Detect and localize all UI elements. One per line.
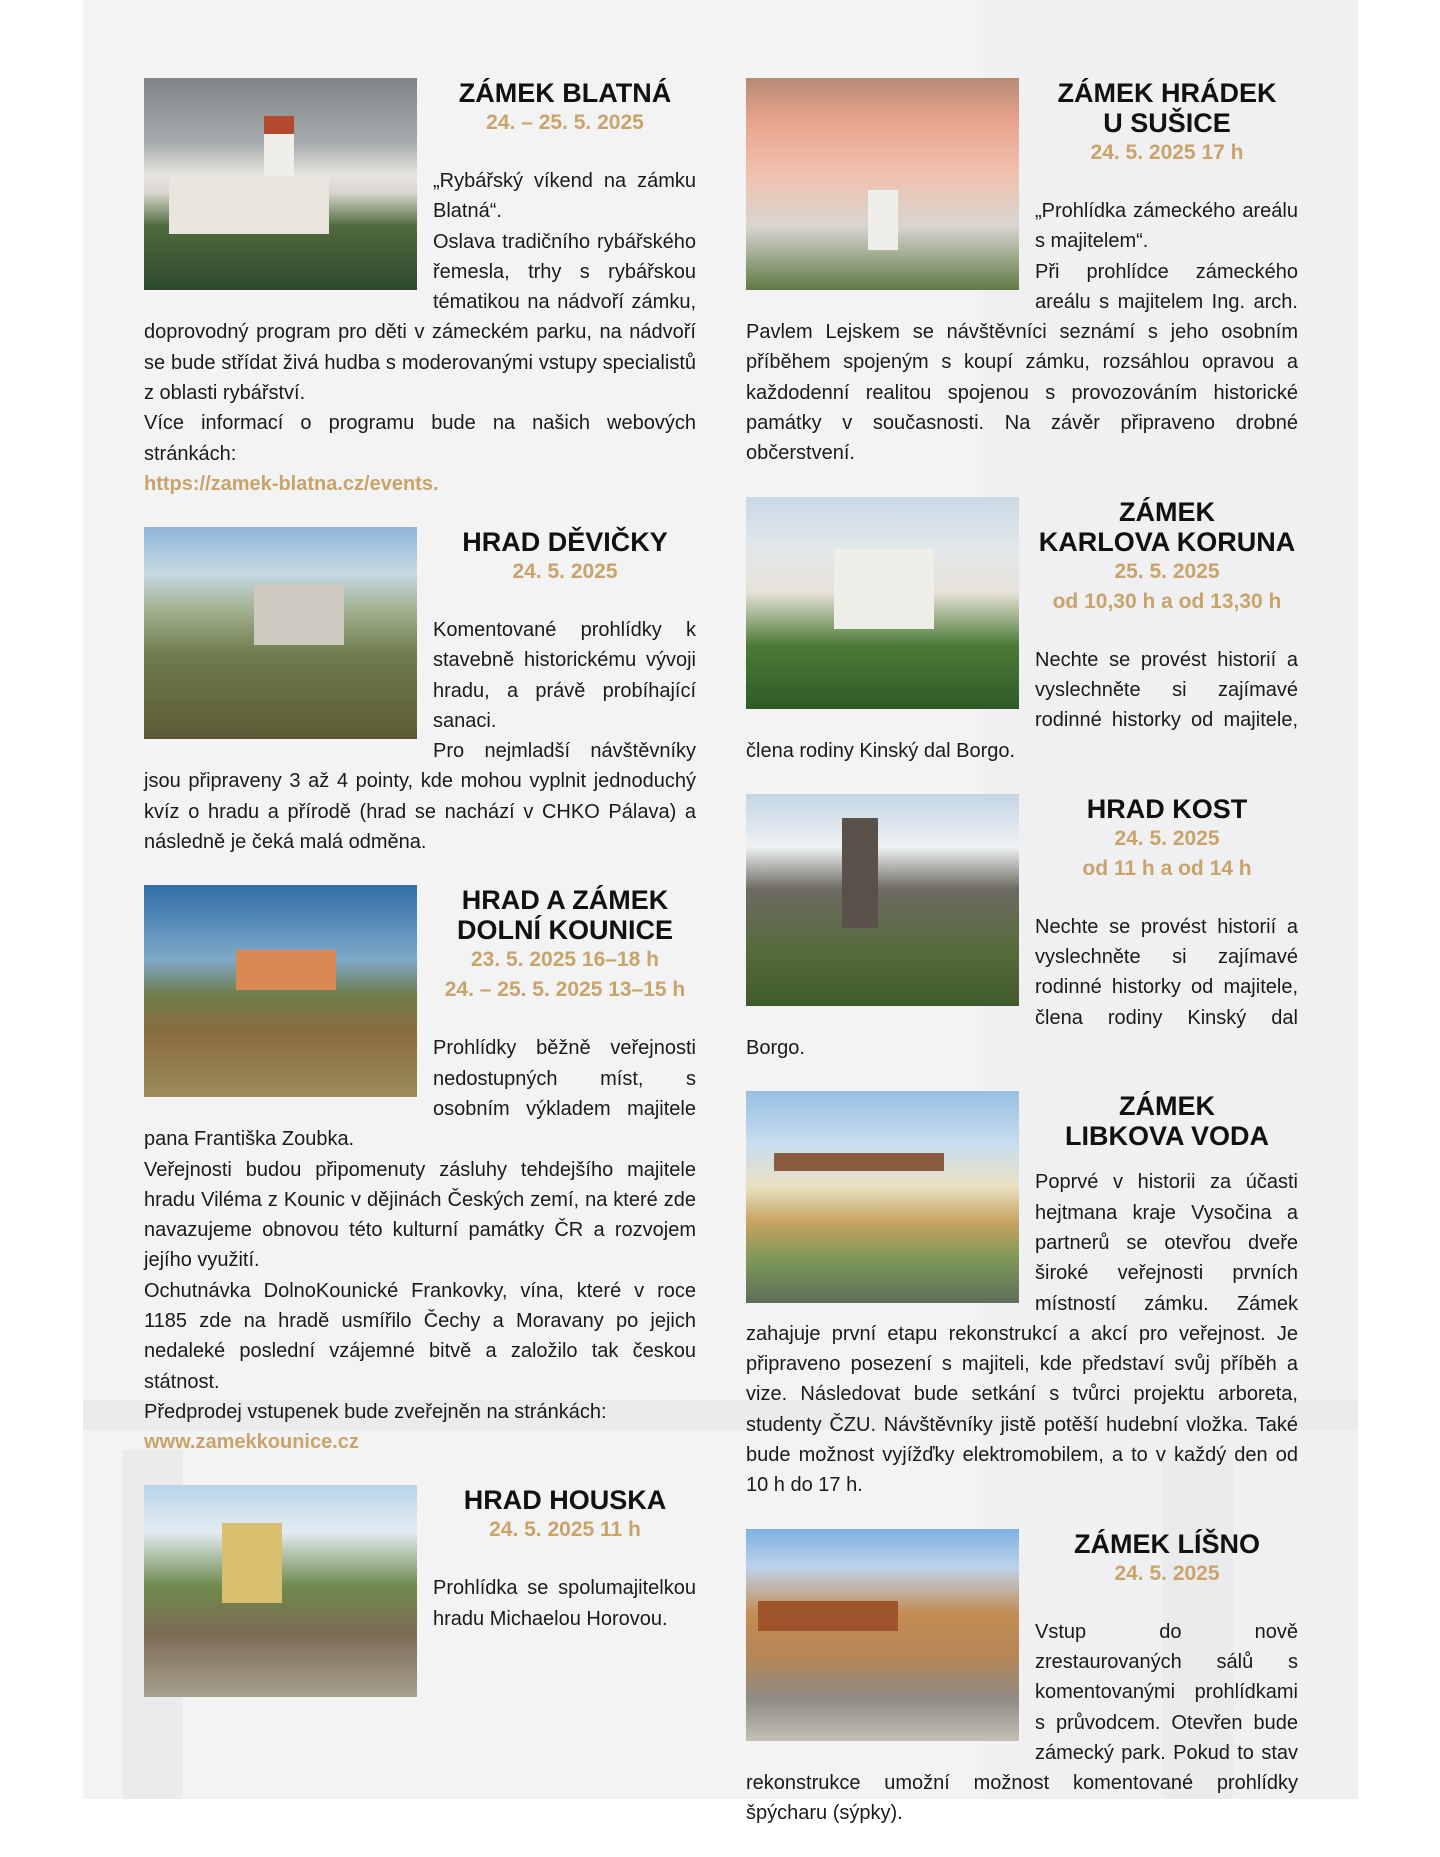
event-header	[434, 527, 696, 587]
event-title: HRAD DĚVIČKY	[462, 526, 668, 557]
event-header	[434, 885, 696, 1005]
event-header	[1036, 794, 1298, 884]
event-karlova-koruna	[746, 497, 1298, 766]
castle-photo	[746, 78, 1019, 290]
event-libkova-voda	[746, 1091, 1298, 1500]
event-zamek-blatna	[144, 78, 696, 499]
event-header	[1036, 1091, 1298, 1151]
paragraph: Vstup do nově zrestaurovaných sálů s komentovanými prohlídkami s průvodcem. Otevřen bude zámecký park. Pokud to stav rekonstrukce umožní možnost komentované prohlídky špýcharu (sýpky).	[746, 1620, 1298, 1825]
paragraph: Nechte se provést historií a vyslechněte si zajímavé rodinné historky od majitele, člena rodiny Kinský dal Borgo.	[746, 648, 1298, 762]
event-title: ZÁMEK BLATNÁ	[458, 78, 672, 108]
castle-photo	[746, 497, 1019, 709]
castle-photo	[746, 1529, 1019, 1741]
event-date: 24. – 25. 5. 2025	[486, 111, 644, 134]
castle-photo	[746, 794, 1019, 1006]
event-zamek-lisno	[746, 1529, 1298, 1829]
castle-photo	[746, 1091, 1019, 1303]
event-header	[1036, 497, 1298, 617]
event-date: 23. 5. 2025 16–18 h 24. – 25. 5. 2025 13–15 h	[444, 948, 686, 1002]
event-title: ZÁMEK KARLOVA KORUNA	[1038, 496, 1296, 557]
event-date: 24. 5. 2025 17 h	[1090, 141, 1244, 164]
castle-photo	[144, 78, 417, 290]
paragraph: Prohlídka se spolumajitelkou hradu Michaelou Horovou.	[433, 1577, 696, 1630]
paragraph: „Rybářský víkend na zámku Blatná“.	[433, 170, 696, 223]
event-title: ZÁMEK HRÁDEK U SUŠICE	[1057, 78, 1277, 138]
paragraph: Nechte se provést historií a vyslechněte si zajímavé rodinné historky od majitele, člena rodiny Kinský dal Borgo.	[746, 915, 1298, 1060]
paragraph: Předprodej vstupenek bude zveřejněn na stránkách:	[144, 1400, 607, 1423]
event-header	[434, 78, 696, 138]
paragraph: „Prohlídka zámeckého areálu s majitelem“.	[1035, 200, 1298, 253]
paragraph: Oslava tradičního rybářského řemesla, trhy s rybářskou tématikou na nádvoří zámku, doprovodný program pro děti v zámeckém parku, na nádvoří se bude střídat živá hudba s moderovanými vstupy specialistů z oblasti rybářství.	[144, 230, 696, 405]
paragraph: Více informací o programu bude na našich webových stránkách:	[144, 412, 696, 465]
paragraph: Prohlídky běžně veřejnosti nedostupných míst, s osobním výkladem majitele pana Františka Zoubka.	[144, 1037, 696, 1151]
event-hrad-kost	[746, 794, 1298, 1063]
paragraph: Poprvé v historii za účasti hejtmana kraje Vysočina a partnerů se otevřou dveře široké veřejnosti prvních místností zámku. Zámek zahajuje první etapu rekonstrukcí a akcí pro veřejnost. Je připraveno posezení s majiteli, kde představí svůj příběh a vize. Následovat bude setkání s tvůrci projektu arboreta, studenty ČZU. Návštěvníky jistě potěší hudební vložka. Také bude možnost vyjížďky elektromobilem, a to v každý den od 10 h do 17 h.	[746, 1171, 1298, 1497]
event-header	[1036, 1529, 1298, 1589]
event-header	[1036, 78, 1298, 168]
event-date: 24. 5. 2025 od 11 h a od 14 h	[1082, 826, 1252, 880]
event-hrad-houska	[144, 1485, 696, 1703]
event-title: ZÁMEK LIBKOVA VODA	[1064, 1091, 1269, 1152]
paragraph: Při prohlídce zámeckého areálu s majitelem Ing. arch. Pavlem Lejskem se návštěvníci seznámí s jeho osobním příběhem spojeným s koupí zámku, rozsáhlou opravou a každodenní realitou spojenou s provozováním historické památky v současnosti. Na závěr připraveno drobné občerstvení.	[746, 260, 1298, 465]
left-column	[144, 78, 696, 1731]
event-header	[434, 1485, 696, 1545]
castle-photo	[144, 527, 417, 739]
paragraph: Veřejnosti budou připomenuty zásluhy tehdejšího majitele hradu Viléma z Kounic v dějinách Českých zemí, na které zde navazujeme obnovou této kulturní památky ČR a rozvojem jejího využití.	[144, 1158, 696, 1272]
paragraph: Ochutnávka DolnoKounické Frankovky, vína, které v roce 1185 zde na hradě usmířilo Čechy a Moravany po jejich nedaleké poslední vzájemné bitvě a založilo tak českou státnost.	[144, 1279, 696, 1393]
event-date: 25. 5. 2025 od 10,30 h a od 13,30 h	[1052, 559, 1282, 613]
event-dolni-kounice	[144, 885, 696, 1457]
event-date: 24. 5. 2025 11 h	[489, 1518, 641, 1542]
event-hradek-u-susice	[746, 78, 1298, 469]
event-date: 24. 5. 2025	[512, 559, 618, 583]
event-link[interactable]: https://zamek-blatna.cz/events.	[144, 472, 439, 495]
event-title: HRAD KOST	[1086, 793, 1248, 824]
event-date: 24. 5. 2025	[1114, 1561, 1220, 1585]
event-title: HRAD A ZÁMEK DOLNÍ KOUNICE	[457, 885, 673, 946]
event-title: ZÁMEK LÍŠNO	[1074, 1528, 1260, 1559]
castle-photo	[144, 1485, 417, 1697]
paragraph: Komentované prohlídky k stavebně historickému vývoji hradu, a právě probíhající sanaci.	[433, 618, 696, 732]
paragraph: Pro nejmladší návštěvníky jsou připraveny 3 až 4 pointy, kde mohou vyplnit jednoduchý kvíz o hradu a přírodě (hrad se nachází v CHKO Pálava) a následně je čeká malá odměna.	[144, 740, 696, 854]
right-column	[746, 78, 1298, 1857]
event-hrad-devicky	[144, 527, 696, 857]
event-title: HRAD HOUSKA	[463, 1485, 667, 1516]
castle-photo	[144, 885, 417, 1097]
event-link[interactable]: www.zamekkounice.cz	[144, 1431, 359, 1454]
